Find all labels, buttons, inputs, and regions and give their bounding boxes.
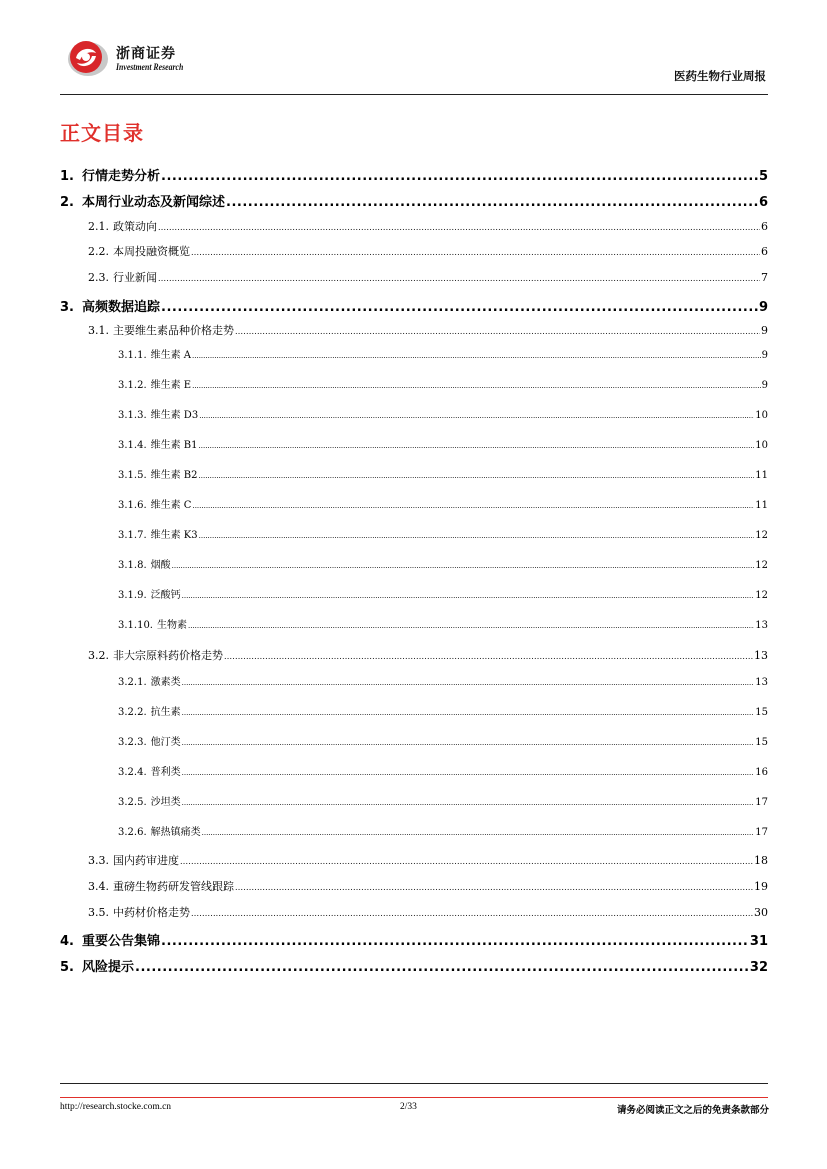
- toc-dot-leader: [199, 532, 755, 540]
- zheshang-securities-logo-icon: [66, 38, 110, 78]
- toc-entry-page: 9: [761, 380, 768, 391]
- toc-dot-leader: [235, 327, 760, 336]
- toc-dot-leader: [182, 739, 755, 747]
- toc-entry-level3[interactable]: [118, 763, 768, 778]
- toc-entry-page: 10: [755, 410, 768, 421]
- toc-entry-number: 3.1.2.: [118, 380, 147, 391]
- toc-entry-level2[interactable]: [88, 647, 768, 663]
- footer-divider: [60, 1083, 768, 1084]
- toc-entry-level2[interactable]: [88, 269, 768, 285]
- toc-entry-level3[interactable]: [118, 556, 768, 571]
- toc-entry-label: 生物素: [157, 620, 187, 631]
- toc-entry-number: 1.: [60, 169, 74, 184]
- toc-entry-number: 3.: [60, 300, 74, 315]
- toc-title: 正文目录: [60, 121, 144, 145]
- toc-entry-number: 3.1.7.: [118, 530, 147, 541]
- toc-entry-level2[interactable]: [88, 322, 768, 338]
- logo-english-name: Investment Research: [116, 63, 184, 73]
- toc-dot-leader: [199, 472, 755, 480]
- toc-entry-page: 9: [761, 350, 768, 361]
- toc-entry-label: 烟酸: [150, 560, 171, 571]
- toc-dot-leader: [182, 769, 755, 777]
- footer-url-link[interactable]: http://research.stocke.com.cn: [60, 1102, 172, 1112]
- toc-entry-level3[interactable]: [118, 436, 768, 451]
- toc-dot-leader: [158, 274, 760, 283]
- toc-dot-leader: [158, 223, 760, 232]
- toc-entry-label: 政策动向: [113, 220, 157, 233]
- toc-dot-leader: [182, 709, 755, 717]
- toc-entry-page: 13: [755, 677, 768, 688]
- toc-entry-label: 维生素 E: [150, 380, 192, 391]
- toc-entry-number: 2.1.: [88, 220, 109, 233]
- toc-dot-leader: [182, 679, 755, 687]
- toc-dot-leader: [226, 195, 758, 210]
- toc-entry-page: 17: [755, 827, 768, 838]
- toc-entry-level1[interactable]: [60, 165, 768, 184]
- toc-entry-level3[interactable]: [118, 733, 768, 748]
- toc-entry-level3[interactable]: [118, 793, 768, 808]
- logo-chinese-name: 浙商证券: [116, 46, 176, 62]
- toc-entry-label: 重要公告集锦: [82, 934, 161, 949]
- report-type-label: 医药生物行业周报: [674, 69, 766, 83]
- toc-entry-label: 维生素 K3: [150, 530, 198, 541]
- toc-entry-number: 3.4.: [88, 880, 109, 893]
- toc-entry-level2[interactable]: [88, 904, 768, 920]
- toc-entry-label: 他汀类: [150, 737, 181, 748]
- toc-entry-number: 3.2.1.: [118, 677, 147, 688]
- disclaimer-note: 请务必阅读正文之后的免责条款部分: [616, 1105, 769, 1116]
- toc-entry-level1[interactable]: [60, 956, 768, 975]
- toc-entry-page: 16: [755, 767, 768, 778]
- toc-entry-page: 6: [761, 220, 768, 233]
- toc-entry-label: 高频数据追踪: [82, 300, 161, 315]
- toc-dot-leader: [192, 352, 761, 360]
- toc-entry-page: 11: [755, 500, 768, 511]
- toc-entry-page: 31: [749, 934, 768, 949]
- toc-entry-number: 2.2.: [88, 245, 109, 258]
- toc-entry-label: 维生素 D3: [150, 410, 199, 421]
- toc-entry-label: 抗生素: [150, 707, 181, 718]
- toc-entry-label: 维生素 C: [150, 500, 192, 511]
- toc-dot-leader: [161, 934, 749, 949]
- toc-entry-label: 主要维生素品种价格走势: [113, 324, 234, 337]
- toc-dot-leader: [182, 592, 755, 600]
- toc-entry-page: 13: [754, 649, 768, 662]
- toc-entry-number: 4.: [60, 934, 74, 949]
- toc-dot-leader: [202, 829, 755, 837]
- toc-dot-leader: [199, 412, 754, 420]
- toc-entry-number: 3.2.3.: [118, 737, 147, 748]
- toc-entry-label: 激素类: [150, 677, 181, 688]
- toc-entry-page: 30: [754, 906, 768, 919]
- toc-entry-label: 沙坦类: [150, 797, 181, 808]
- page-indicator: 2/33: [400, 1102, 417, 1112]
- toc-entry-level3[interactable]: [118, 346, 768, 361]
- toc-dot-leader: [172, 562, 755, 570]
- header-divider: [60, 94, 768, 95]
- toc-entry-page: 32: [749, 960, 768, 975]
- toc-entry-level1[interactable]: [60, 930, 768, 949]
- toc-entry-page: 7: [761, 271, 768, 284]
- toc-entry-number: 3.1.8.: [118, 560, 147, 571]
- page-header: [60, 38, 768, 90]
- toc-dot-leader: [135, 960, 749, 975]
- toc-entry-label: 国内药审进度: [113, 854, 179, 867]
- toc-entry-level3[interactable]: [118, 376, 768, 391]
- toc-entry-number: 3.1.4.: [118, 440, 147, 451]
- toc-entry-label: 风险提示: [82, 960, 135, 975]
- toc-entry-level2[interactable]: [88, 243, 768, 259]
- toc-entry-number: 3.2.5.: [118, 797, 147, 808]
- toc-entry-number: 3.5.: [88, 906, 109, 919]
- toc-dot-leader: [235, 883, 753, 892]
- toc-dot-leader: [161, 169, 758, 184]
- toc-entry-number: 5.: [60, 960, 74, 975]
- toc-dot-leader: [199, 442, 755, 450]
- toc-entry-page: 17: [755, 797, 768, 808]
- toc-entry-number: 3.1.: [88, 324, 109, 337]
- toc-entry-page: 6: [761, 245, 768, 258]
- footer-red-divider: [60, 1097, 768, 1098]
- toc-entry-page: 10: [755, 440, 768, 451]
- toc-entry-number: 2.: [60, 195, 74, 210]
- toc-entry-page: 13: [755, 620, 768, 631]
- toc-entry-label: 泛酸钙: [150, 590, 181, 601]
- toc-entry-level2[interactable]: [88, 218, 768, 234]
- toc-entry-label: 中药材价格走势: [113, 906, 190, 919]
- toc-entry-level2[interactable]: [88, 878, 768, 894]
- toc-entry-page: 18: [754, 854, 768, 867]
- toc-entry-page: 9: [758, 300, 768, 315]
- toc-entry-level3[interactable]: [118, 526, 768, 541]
- toc-entry-number: 3.2.6.: [118, 827, 147, 838]
- toc-entry-number: 3.2.4.: [118, 767, 147, 778]
- toc-dot-leader: [192, 502, 754, 510]
- toc-entry-level3[interactable]: [118, 496, 768, 511]
- toc-dot-leader: [161, 300, 758, 315]
- toc-entry-label: 解热镇痛类: [150, 827, 201, 838]
- toc-entry-number: 3.1.5.: [118, 470, 147, 481]
- toc-entry-page: 15: [755, 707, 768, 718]
- toc-entry-number: 3.2.: [88, 649, 109, 662]
- toc-entry-page: 12: [755, 560, 768, 571]
- toc-entry-level1[interactable]: [60, 296, 768, 315]
- toc-entry-level2[interactable]: [88, 852, 768, 868]
- toc-entry-level3[interactable]: [118, 466, 768, 481]
- toc-entry-level3[interactable]: [118, 703, 768, 718]
- toc-entry-label: 维生素 B2: [150, 470, 198, 481]
- toc-entry-level3[interactable]: [118, 406, 768, 421]
- toc-entry-page: 19: [754, 880, 768, 893]
- toc-entry-label: 本周投融资概览: [113, 245, 190, 258]
- toc-dot-leader: [182, 799, 755, 807]
- toc-dot-leader: [180, 857, 753, 866]
- toc-dot-leader: [224, 652, 753, 661]
- toc-entry-level3[interactable]: [118, 673, 768, 688]
- toc-entry-page: 12: [755, 530, 768, 541]
- toc-entry-number: 3.3.: [88, 854, 109, 867]
- toc-entry-number: 2.3.: [88, 271, 109, 284]
- toc-entry-label: 维生素 A: [150, 350, 192, 361]
- toc-entry-number: 3.1.9.: [118, 590, 147, 601]
- toc-entry-label: 本周行业动态及新闻综述: [82, 195, 226, 210]
- toc-dot-leader: [188, 622, 754, 630]
- toc-entry-page: 5: [758, 169, 768, 184]
- toc-entry-number: 3.1.10.: [118, 620, 153, 631]
- toc-entry-label: 普利类: [150, 767, 181, 778]
- toc-dot-leader: [191, 248, 760, 257]
- toc-entry-number: 3.2.2.: [118, 707, 147, 718]
- toc-entry-level3[interactable]: [118, 586, 768, 601]
- toc-entry-label: 维生素 B1: [150, 440, 198, 451]
- toc-entry-page: 6: [758, 195, 768, 210]
- toc-entry-level3[interactable]: [118, 616, 768, 631]
- toc-entry-label: 行业新闻: [113, 271, 157, 284]
- toc-entry-number: 3.1.1.: [118, 350, 147, 361]
- toc-entry-page: 9: [761, 324, 768, 337]
- toc-entry-page: 12: [755, 590, 768, 601]
- toc-entry-label: 重磅生物药研发管线跟踪: [113, 880, 234, 893]
- toc-dot-leader: [192, 382, 761, 390]
- toc-entry-number: 3.1.6.: [118, 500, 147, 511]
- toc-dot-leader: [191, 909, 753, 918]
- toc-entry-level3[interactable]: [118, 823, 768, 838]
- toc-entry-page: 15: [755, 737, 768, 748]
- toc-entry-number: 3.1.3.: [118, 410, 147, 421]
- toc-entry-page: 11: [755, 470, 768, 481]
- toc-entry-level1[interactable]: [60, 191, 768, 210]
- toc-entry-label: 非大宗原料药价格走势: [113, 649, 223, 662]
- toc-entry-label: 行情走势分析: [82, 169, 161, 184]
